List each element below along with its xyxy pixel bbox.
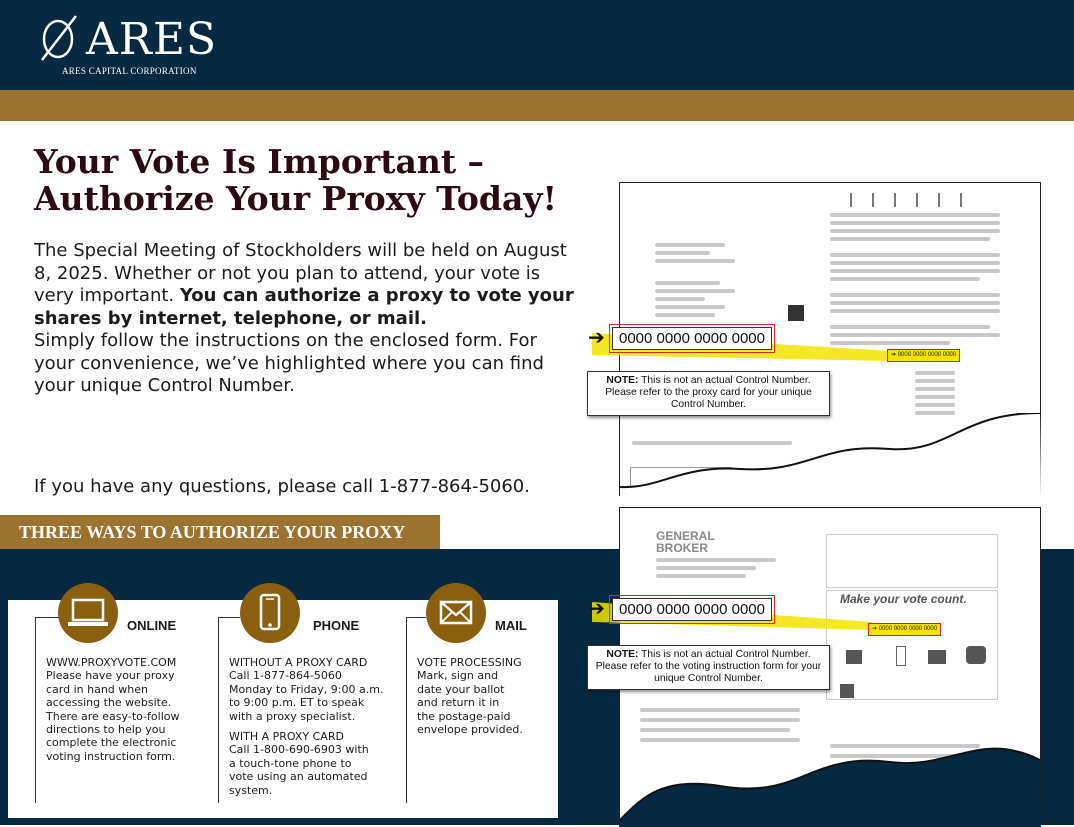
mail-text: VOTE PROCESSING Mark, sign and date your ballot and return it in the postage-paid envelope provided. [417,656,523,737]
phone-text-with-card: WITH A PROXY CARD Call 1-800-690-6903 with a touch-tone phone to vote using an automated system. [229,730,369,797]
torn-edge [620,413,1041,497]
control-number-proxy-card: 0000 0000 0000 0000 [612,327,772,350]
qr-code-icon [840,684,854,698]
phone-icon [240,583,300,643]
envelope-icon [426,583,486,643]
arrow-right-icon: ➔ [891,352,897,358]
mail-icon-circle [426,583,486,643]
phone-text-no-card: WITHOUT A PROXY CARD Call 1-877-864-5060 Monday to Friday, 9:00 a.m. to 9:00 p.m. ET to speak with a proxy specialist. [229,656,384,723]
note-proxy-card: NOTE: This is not an actual Control Number. Please refer to the proxy card for your unique Control Number. [587,371,830,416]
questions-text: If you have any questions, please call 1-877-864-5060. [34,476,530,497]
divider [406,617,407,803]
brand-name: ARES [86,14,218,65]
control-number-small: ➔ 0000 0000 0000 0000 [887,349,960,362]
mail-title: MAIL [495,618,527,633]
note-vif: NOTE: This is not an actual Control Number. Please refer to the voting instruction form for your unique Control Number. [587,645,830,690]
intro-bold: You can authorize a proxy to vote your shares by internet, telephone, or mail. [34,285,574,329]
people-icon [966,646,986,664]
control-number-vif: 0000 0000 0000 0000 [612,598,772,621]
divider [218,617,240,618]
vif-heading: Make your vote count. [840,592,967,606]
ares-logo-icon [36,14,88,66]
phone-icon-circle [240,583,300,643]
divider [35,617,36,803]
phone-title: PHONE [313,618,360,633]
divider [218,617,219,803]
title-line-2: Authorize Your Proxy Today! [34,179,558,218]
divider [406,617,426,618]
laptop-icon [58,583,118,643]
intro-plain: The Special Meeting of Stockholders will be held on August 8, 2025. Whether or not you plan to attend, your vote is very important. [34,240,567,306]
phone-icon [896,646,906,666]
online-text: WWW.PROXYVOTE.COM Please have your proxy card in hand when accessing the website. There are easy-to-follow directions to help you complete the electronic voting instruction form. [46,656,180,763]
intro-text [34,240,574,398]
brand-subtitle: ARES CAPITAL CORPORATION [62,66,197,76]
broker-name: GENERAL BROKER [656,529,715,555]
arrow-right-icon: ➔ [588,596,605,620]
online-title: ONLINE [127,618,177,633]
ways-panel [8,600,558,818]
arrow-right-icon: ➔ [588,325,605,349]
gold-band [0,90,1074,121]
intro-instructions: Simply follow the instructions on the enclosed form. For your convenience, we’ve highlighted where you can find your unique Control Number. [34,330,544,396]
page-title [34,143,594,217]
title-line-1: Your Vote Is Important – [34,142,485,181]
envelope-icon [928,650,946,664]
torn-edge [620,740,1041,827]
arrow-right-icon: ➔ [872,626,878,632]
ways-banner: THREE WAYS TO AUTHORIZE YOUR PROXY [0,515,440,549]
control-number-small: ➔ 0000 0000 0000 0000 [868,623,941,636]
online-icon-circle [58,583,118,643]
laptop-icon [846,650,862,664]
barcode-ticks [850,193,980,209]
